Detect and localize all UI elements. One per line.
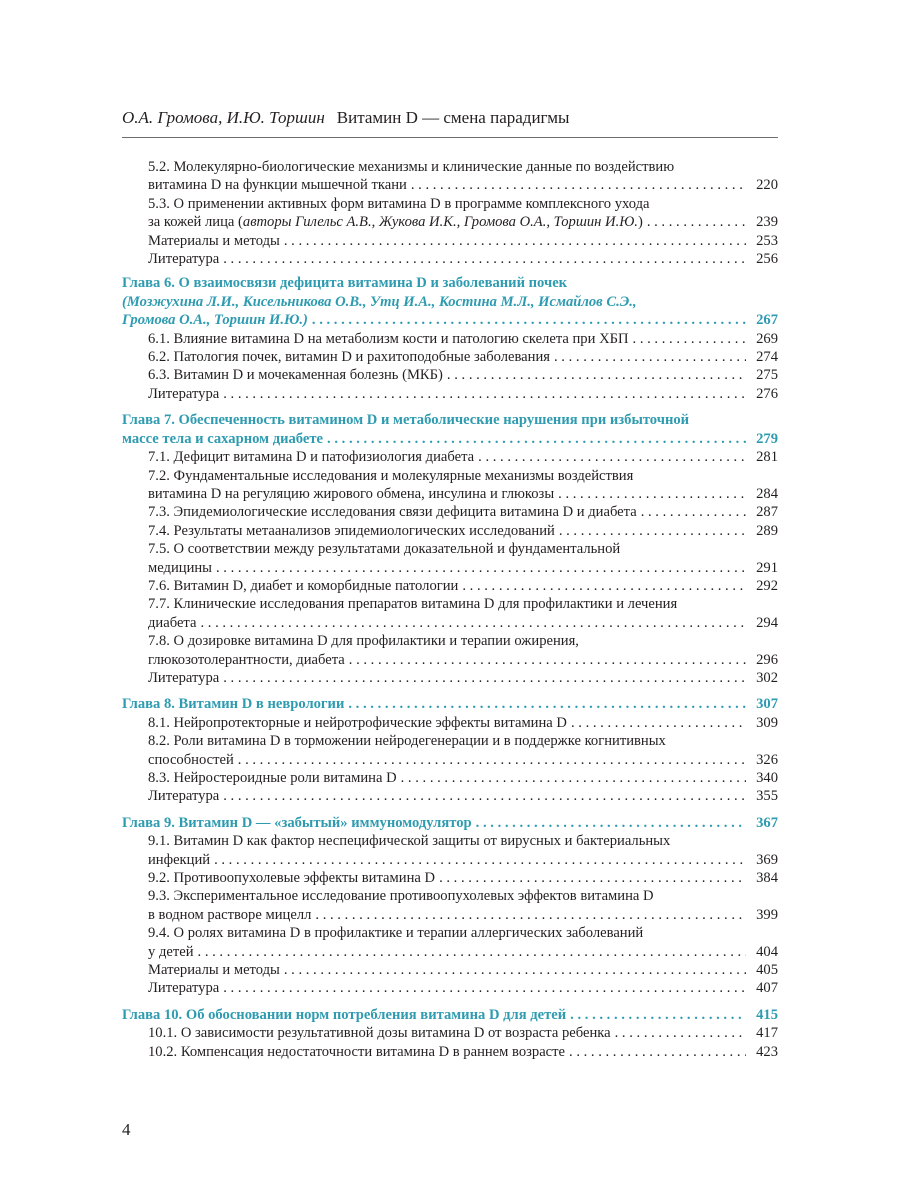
toc-entry-text-line: Глава 7. Обеспеченность витамином D и метаболические нарушения при избыточной — [122, 412, 690, 429]
toc-page-number: 279 — [756, 430, 778, 447]
toc-entry-title-text: витамина D на регуляцию жирового обмена, инсулина и глюкозы — [148, 485, 555, 502]
toc-entry-title-text: инфекций — [148, 851, 211, 868]
toc-entry-title — [148, 869, 435, 887]
toc-entry-title-text: Литература — [148, 980, 220, 997]
toc-entry-title-text: 7.6. Витамин D, диабет и коморбидные патологии — [148, 577, 459, 594]
toc-page-number: 417 — [756, 1025, 778, 1042]
toc-entry-title — [122, 430, 323, 448]
toc-section-entry[interactable] — [122, 250, 778, 268]
toc-entry-title — [122, 1006, 566, 1024]
toc-entry-title-text: 6.3. Витамин D и мочекаменная болезнь (МКБ) — [148, 367, 443, 384]
toc-dot-leader — [641, 503, 746, 521]
toc-page-number: 267 — [756, 312, 778, 329]
toc-entry-title-text: медицины — [148, 559, 212, 576]
toc-page-number: 404 — [756, 943, 778, 960]
toc-entry-text-line: 9.4. О ролях витамина D в профилактике и терапии аллергических заболеваний — [148, 925, 644, 942]
toc-dot-leader — [570, 1006, 746, 1024]
toc-dot-leader — [633, 330, 746, 348]
toc-entry-text-line: 7.5. О соответствии между результатами доказательной и фундаментальной — [148, 541, 621, 558]
toc-entry-title — [148, 559, 212, 577]
toc-entry-title — [148, 906, 311, 924]
toc-section-entry[interactable] — [122, 503, 778, 521]
toc-entry-title-text: Глава 10. Об обосновании норм потребления витамина D для детей — [122, 1006, 567, 1023]
toc-entry-title-text: 7.1. Дефицит витамина D и патофизиология диабета — [148, 449, 475, 466]
toc-entry-title — [148, 669, 219, 687]
toc-entry-title-text: Литература — [148, 251, 220, 268]
toc-section-entry[interactable] — [122, 869, 778, 887]
toc-page-number: 292 — [756, 577, 778, 594]
toc-dot-leader — [439, 869, 746, 887]
toc-page-number: 399 — [756, 906, 778, 923]
toc-chapter-entry[interactable] — [122, 411, 778, 448]
toc-entry-title-text: способностей — [148, 751, 234, 768]
toc-entry-title-text: Глава 8. Витамин D в неврологии — [122, 696, 345, 713]
toc-entry-title — [122, 695, 344, 713]
toc-entry-text-line: 8.2. Роли витамина D в торможении нейродегенерации и в поддержке когнитивных — [148, 733, 666, 750]
toc-entry-title-text: у детей — [148, 943, 194, 960]
toc-page-number: 269 — [756, 330, 778, 347]
toc-dot-leader — [615, 1024, 746, 1042]
toc-dot-leader — [558, 485, 746, 503]
toc-entry-title-text: 9.2. Противоопухолевые эффекты витамина D — [148, 870, 436, 887]
toc-section-entry[interactable] — [122, 330, 778, 348]
toc-entry-title-text: 8.1. Нейропротекторные и нейротрофические эффекты витамина D — [148, 714, 567, 731]
toc-entry-title-text: Материалы и методы — [148, 232, 280, 249]
toc-chapter-entry[interactable] — [122, 1006, 778, 1024]
toc-entry-title — [148, 330, 629, 348]
toc-dot-leader — [214, 851, 746, 869]
toc-entry-text-line: 5.3. О применении активных форм витамина D в программе комплексного ухода — [148, 195, 650, 212]
toc-entry-title — [148, 851, 210, 869]
toc-entry-title — [148, 385, 219, 403]
toc-entry-title — [148, 769, 397, 787]
toc-entry-title-text: Литература — [148, 385, 220, 402]
toc-entry-title — [148, 448, 474, 466]
toc-section-entry[interactable] — [122, 732, 778, 769]
toc-section-entry[interactable] — [122, 385, 778, 403]
toc-page-number: 291 — [756, 559, 778, 576]
toc-entry-text-line: 7.7. Клинические исследования препаратов витамина D для профилактики и лечения — [148, 596, 678, 613]
toc-section-entry[interactable] — [122, 669, 778, 687]
toc-page-number: 423 — [756, 1043, 778, 1060]
toc-entry-title — [148, 787, 219, 805]
toc-section-entry[interactable] — [122, 467, 778, 504]
toc-section-entry[interactable] — [122, 1024, 778, 1042]
toc-entry-title — [148, 348, 550, 366]
toc-dot-leader — [571, 714, 746, 732]
toc-page-number: 281 — [756, 449, 778, 466]
toc-entry-title — [148, 522, 555, 540]
toc-dot-leader — [216, 559, 746, 577]
toc-dot-leader — [478, 448, 746, 466]
toc-page-number: 276 — [756, 385, 778, 402]
toc-section-entry[interactable] — [122, 887, 778, 924]
toc-entry-text-line: 7.8. О дозировке витамина D для профилактики и терапии ожирения, — [148, 633, 579, 650]
toc-entry-title-text: Материалы и методы — [148, 962, 280, 979]
toc-section-entry[interactable] — [122, 787, 778, 805]
toc-section-entry[interactable] — [122, 832, 778, 869]
toc-dot-leader — [411, 176, 746, 194]
toc-dot-leader — [223, 385, 746, 403]
toc-section-entry[interactable] — [122, 348, 778, 366]
toc-dot-leader — [223, 250, 746, 268]
toc-entry-text-line: 9.1. Витамин D как фактор неспецифической защиты от вирусных и бактериальных — [148, 833, 671, 850]
toc-dot-leader — [476, 814, 746, 832]
toc-entry-title-text: витамина D на функции мышечной ткани — [148, 177, 407, 194]
toc-page-number: 302 — [756, 669, 778, 686]
header-title: Витамин D — смена парадигмы — [336, 108, 570, 127]
toc-entry-title — [148, 250, 219, 268]
toc-chapter-entry[interactable] — [122, 274, 778, 329]
toc-page-number: 284 — [756, 485, 778, 502]
toc-section-entry[interactable] — [122, 448, 778, 466]
toc-entry-title-text: 10.2. Компенсация недостаточности витамина D в раннем возрасте — [148, 1043, 566, 1060]
toc-entry-title-text: 6.2. Патология почек, витамин D и рахитоподобные заболевания — [148, 349, 550, 366]
toc-dot-leader — [349, 651, 746, 669]
toc-dot-leader — [647, 213, 746, 231]
toc-dot-leader — [315, 906, 746, 924]
toc-page-number: 253 — [756, 232, 778, 249]
toc-dot-leader — [238, 751, 746, 769]
toc-entry-title — [148, 943, 194, 961]
toc-dot-leader — [198, 943, 746, 961]
toc-section-entry[interactable] — [122, 714, 778, 732]
toc-section-entry[interactable] — [122, 632, 778, 669]
toc-dot-leader — [348, 695, 746, 713]
toc-page-number: 275 — [756, 367, 778, 384]
toc-page-number: 307 — [756, 696, 778, 713]
toc-section-entry[interactable] — [122, 595, 778, 632]
toc-dot-leader — [284, 961, 746, 979]
toc-entry-authors: авторы Гилельс А.В., Жукова И.К., Громова О.А., Торшин И.Ю. — [242, 214, 638, 231]
toc-entry-title — [122, 814, 472, 832]
page-number: 4 — [122, 1120, 131, 1139]
toc-entry-title-text: 8.3. Нейростероидные роли витамина D — [148, 770, 397, 786]
toc-entry-title-text: массе тела и сахарном диабете — [122, 430, 324, 447]
toc-entry-text-line: 5.2. Молекулярно-биологические механизмы и клинические данные по воздействию — [148, 159, 675, 175]
toc-dot-leader — [312, 311, 746, 329]
toc-section-entry[interactable] — [122, 924, 778, 961]
toc-page-number: 274 — [756, 349, 778, 366]
toc-dot-leader — [554, 348, 746, 366]
toc-entry-title — [148, 503, 637, 521]
toc-section-entry[interactable] — [122, 158, 778, 195]
toc-chapter-entry[interactable] — [122, 695, 778, 713]
toc-entry-title — [148, 979, 219, 997]
toc-entry-title-text: 10.1. О зависимости результативной дозы витамина D от возраста ребенка — [148, 1025, 611, 1042]
toc-dot-leader — [559, 522, 746, 540]
toc-page-number: 296 — [756, 651, 778, 668]
toc-entry-title — [148, 232, 280, 250]
toc-section-entry[interactable] — [122, 195, 778, 232]
toc-page-number: 294 — [756, 614, 778, 631]
toc-page-number: 405 — [756, 962, 778, 979]
toc-entry-title-text: в водном растворе мицелл — [148, 906, 312, 923]
toc-entry-title-text: 6.1. Влияние витамина D на метаболизм кости и патологию скелета при ХБП — [148, 330, 629, 347]
toc-page-number: 340 — [756, 770, 778, 786]
toc-dot-leader — [447, 366, 746, 384]
toc-entry-title — [148, 1043, 565, 1061]
toc-dot-leader — [462, 577, 746, 595]
toc-entry-title — [148, 651, 345, 669]
toc-page-number: 289 — [756, 522, 778, 539]
toc-entry-title — [148, 577, 458, 595]
toc-entry-title — [122, 311, 308, 329]
table-of-contents — [122, 158, 778, 1061]
toc-page-number: 220 — [756, 177, 778, 194]
toc-page-number: 415 — [756, 1006, 778, 1023]
toc-entry-text-line: Глава 6. О взаимосвязи дефицита витамина D и заболеваний почек — [122, 275, 568, 292]
toc-section-entry[interactable] — [122, 232, 778, 250]
toc-section-entry[interactable] — [122, 979, 778, 997]
toc-section-entry[interactable] — [122, 577, 778, 595]
toc-section-entry[interactable] — [122, 769, 778, 787]
toc-dot-leader — [284, 232, 746, 250]
toc-page-number: 367 — [756, 814, 778, 831]
toc-entry-title-text: Литература — [148, 788, 220, 805]
toc-entry-title — [148, 213, 643, 231]
toc-section-entry[interactable] — [122, 540, 778, 577]
toc-section-entry[interactable] — [122, 522, 778, 540]
toc-chapter-entry[interactable] — [122, 814, 778, 832]
toc-page-number: 384 — [756, 870, 778, 887]
toc-entry-authors: Громова О.А., Торшин И.Ю.) — [122, 312, 308, 329]
toc-page-number: 355 — [756, 788, 778, 805]
toc-page-number: 239 — [756, 214, 778, 231]
toc-page-number: 369 — [756, 851, 778, 868]
toc-dot-leader — [200, 614, 746, 632]
toc-entry-title-text: диабета — [148, 614, 197, 631]
toc-entry-title — [148, 751, 234, 769]
toc-entry-title — [148, 485, 554, 503]
header-rule — [122, 137, 778, 138]
toc-dot-leader — [569, 1043, 746, 1061]
toc-entry-title — [148, 714, 567, 732]
toc-entry-title — [148, 1024, 611, 1042]
toc-entry-authors-line: (Мозжухина Л.И., Кисельникова О.В., Утц И.А., Костина М.Л., Исмайлов С.Э., — [122, 293, 637, 310]
toc-entry-text-line: 9.3. Экспериментальное исследование противоопухолевых эффектов витамина D — [148, 888, 654, 905]
toc-page-number: 256 — [756, 251, 778, 268]
toc-entry-text-line: 7.2. Фундаментальные исследования и молекулярные механизмы воздействия — [148, 467, 634, 484]
header-authors: О.А. Громова, И.Ю. Торшин — [122, 108, 325, 127]
toc-entry-title-text: Литература — [148, 669, 220, 686]
toc-entry-title — [148, 614, 196, 632]
toc-dot-leader — [223, 787, 746, 805]
toc-dot-leader — [327, 430, 746, 448]
toc-page-number: 326 — [756, 751, 778, 768]
toc-dot-leader — [401, 769, 746, 787]
toc-page-number: 407 — [756, 980, 778, 997]
toc-entry-title-text: ) — [637, 214, 643, 231]
toc-section-entry[interactable] — [122, 961, 778, 979]
toc-dot-leader — [223, 979, 746, 997]
toc-page-number: 287 — [756, 504, 778, 521]
toc-entry-title — [148, 366, 443, 384]
running-header — [122, 108, 778, 128]
toc-page-number: 309 — [756, 714, 778, 731]
toc-entry-title — [148, 961, 280, 979]
toc-entry-title-text: 7.3. Эпидемиологические исследования связи дефицита витамина D и диабета — [148, 504, 637, 521]
toc-section-entry[interactable] — [122, 1043, 778, 1061]
toc-entry-title-text: 7.4. Результаты метаанализов эпидемиологических исследований — [148, 522, 555, 539]
toc-section-entry[interactable] — [122, 366, 778, 384]
toc-entry-title-text: Глава 9. Витамин D — «забытый» иммуномодулятор — [122, 814, 472, 831]
toc-entry-title-text: глюкозотолерантности, диабета — [148, 651, 345, 668]
toc-entry-title-text: за кожей лица ( — [148, 214, 243, 231]
toc-entry-title — [148, 176, 407, 194]
toc-dot-leader — [223, 669, 746, 687]
